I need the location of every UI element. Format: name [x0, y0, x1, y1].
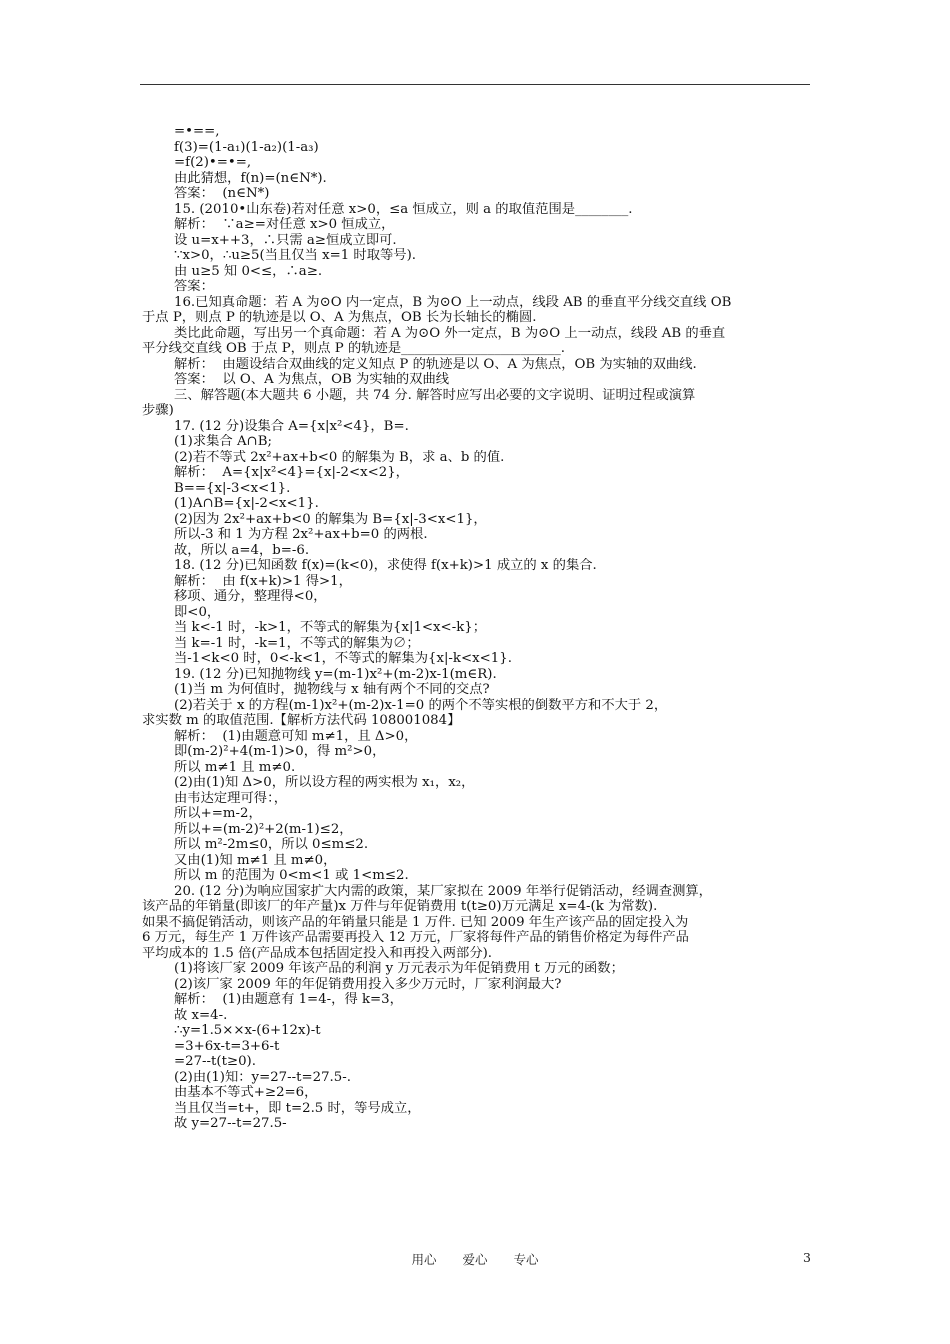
text-line: 即<0，	[174, 604, 221, 620]
text-line: 故 y=27--t=27.5-	[174, 1116, 287, 1131]
text-line: 解析： 由题设结合双曲线的定义知点 P 的轨迹是以 O、A 为焦点，OB 为实轴的双曲线.	[174, 356, 697, 372]
text-line: 于点 P，则点 P 的轨迹是以 O、A 为焦点，OB 长为长轴长的椭圆.	[142, 310, 537, 325]
text-line: B=={x|-3<x<1}.	[174, 480, 291, 496]
text-line: 求实数 m 的取值范围.【解析方法代码 108001084】	[142, 713, 461, 728]
text-line: (1)A∩B={x|-2<x<1}.	[174, 496, 319, 511]
text-line: 答案： 以 O、A 为焦点，OB 为实轴的双曲线	[174, 372, 450, 387]
text-line: 所以 m 的范围为 0<m<1 或 1<m≤2.	[174, 868, 409, 883]
document-body	[142, 124, 810, 1132]
text-line: 由此猜想，f(n)=(n∈N*).	[174, 170, 327, 186]
text-line: f(3)=(1-a₁)(1-a₂)(1-a₃)	[174, 139, 319, 155]
text-line: 18. (12 分)已知函数 f(x)=(k<0)，求使得 f(x+k)>1 成立的 x 的集合.	[174, 558, 597, 573]
text-line: 平分线交直线 OB 于点 P，则点 P 的轨迹是________________________.	[142, 341, 565, 356]
text-line: 19. (12 分)已知抛物线 y=(m-1)x²+(m-2)x-1(m∈R).	[174, 666, 497, 682]
text-line: (2)由(1)知 Δ>0，所以设方程的两实根为 x₁，x₂，	[174, 775, 475, 790]
text-line: (2)若关于 x 的方程(m-1)x²+(m-2)x-1=0 的两个不等实根的倒数平方和不大于 2，	[174, 697, 668, 713]
text-line: 该产品的年销量(即该厂的年产量)x 万件与年促销费用 t(t≥0)万元满足 x=4-(k 为常数).	[142, 899, 658, 914]
text-line: ∵x>0，∴u≥5(当且仅当 x=1 时取等号).	[174, 248, 417, 263]
text-line: 类比此命题，写出另一个真命题：若 A 为⊙O 外一定点，B 为⊙O 上一动点，线段 AB 的垂直	[174, 325, 726, 341]
text-line: (2)若不等式 2x²+ax+b<0 的解集为 B，求 a、b 的值.	[174, 449, 505, 465]
text-line: 设 u=x++3，∴只需 a≥恒成立即可.	[174, 232, 397, 248]
text-line: 故，所以 a=4，b=-6.	[174, 542, 310, 558]
text-line: 由韦达定理可得：，	[174, 790, 288, 806]
text-line: 20. (12 分)为响应国家扩大内需的政策，某厂家拟在 2009 年举行促销活动，经调查测算，	[174, 883, 712, 899]
header-rule	[140, 84, 810, 85]
text-line: 所以-3 和 1 为方程 2x²+ax+b=0 的两根.	[174, 527, 428, 542]
text-line: 6 万元，每生产 1 万件该产品需要再投入 12 万元，厂家将每件产品的销售价格定为每件产品	[142, 930, 689, 945]
text-line: (2)该厂家 2009 年的年促销费用投入多少万元时，厂家利润最大?	[174, 976, 562, 992]
text-line: 如果不搞促销活动，则该产品的年销量只能是 1 万件. 已知 2009 年生产该产品的固定投入为	[142, 914, 689, 930]
text-line: =f(2)•=•=,	[174, 155, 252, 170]
text-line: (2)因为 2x²+ax+b<0 的解集为 B={x|-3<x<1}，	[174, 511, 487, 527]
text-line: 答案： (n∈N*)	[174, 186, 270, 201]
text-line: 解析： A={x|x²<4}={x|-2<x<2}，	[174, 465, 409, 480]
text-line: 解析： 由 f(x+k)>1 得>1，	[174, 573, 352, 589]
text-line: 即(m-2)²+4(m-1)>0，得 m²>0，	[174, 744, 386, 759]
text-line: 当 k=-1 时，-k=1，不等式的解集为∅；	[174, 635, 420, 651]
text-line: (2)由(1)知：y=27--t=27.5-.	[174, 1069, 351, 1085]
text-line: 又由(1)知 m≠1 且 m≠0，	[174, 852, 337, 868]
text-line: 15. (2010•山东卷)若对任意 x>0，≤a 恒成立，则 a 的取值范围是________.	[174, 201, 633, 217]
text-line: 16.已知真命题：若 A 为⊙O 内一定点，B 为⊙O 上一动点，线段 AB 的垂直平分线交直线 OB	[174, 294, 732, 310]
text-line: =3+6x-t=3+6-t	[174, 1038, 280, 1054]
text-line: 当 k<-1 时，-k>1，不等式的解集为{x|1<x<-k}；	[174, 620, 487, 635]
text-line: 答案：	[174, 279, 214, 294]
text-line: 步骤)	[142, 403, 174, 418]
page-number: 3	[803, 1250, 811, 1265]
text-line: 移项、通分，整理得<0，	[174, 589, 327, 604]
text-line: 解析： (1)由题意可知 m≠1，且 Δ>0，	[174, 728, 418, 744]
text-line: 所以 m²-2m≤0，所以 0≤m≤2.	[174, 837, 369, 852]
text-line: 当且仅当=t+，即 t=2.5 时，等号成立，	[174, 1100, 421, 1116]
text-line: =•==,	[174, 124, 220, 139]
text-line: 所以 m≠1 且 m≠0.	[174, 759, 296, 775]
text-line: (1)当 m 为何值时，抛物线与 x 轴有两个不同的交点?	[174, 682, 490, 697]
text-line: 解析： ∵a≥=对任意 x>0 恒成立，	[174, 217, 395, 232]
text-line: 三、解答题(本大题共 6 小题，共 74 分. 解答时应写出必要的文字说明、证明过程或演算	[174, 387, 696, 403]
text-line: 解析： (1)由题意有 1=4-，得 k=3，	[174, 992, 403, 1007]
text-line: 平均成本的 1.5 倍(产品成本包括固定投入和再投入两部分).	[142, 945, 493, 961]
text-line: 由 u≥5 知 0<≤，∴a≥.	[174, 263, 323, 279]
text-line: (1)将该厂家 2009 年该产品的利润 y 万元表示为年促销费用 t 万元的函数；	[174, 961, 624, 976]
text-line: =27--t(t≥0).	[174, 1054, 256, 1069]
footer-slogan: 用心 爱心 专心	[411, 1252, 539, 1267]
text-line: 当-1<k<0 时，0<-k<1，不等式的解集为{x|-k<x<1}.	[174, 651, 512, 666]
text-line: 17. (12 分)设集合 A={x|x²<4}，B=.	[174, 418, 409, 434]
text-line: 由基本不等式+≥2=6，	[174, 1085, 318, 1100]
text-line: (1)求集合 A∩B;	[174, 434, 272, 449]
text-line: 所以+=(m-2)²+2(m-1)≤2，	[174, 821, 353, 837]
text-line: 所以+=m-2，	[174, 806, 262, 821]
text-line: ∴y=1.5××x-(6+12x)-t	[174, 1023, 321, 1038]
text-line: 故 x=4-.	[174, 1007, 228, 1023]
